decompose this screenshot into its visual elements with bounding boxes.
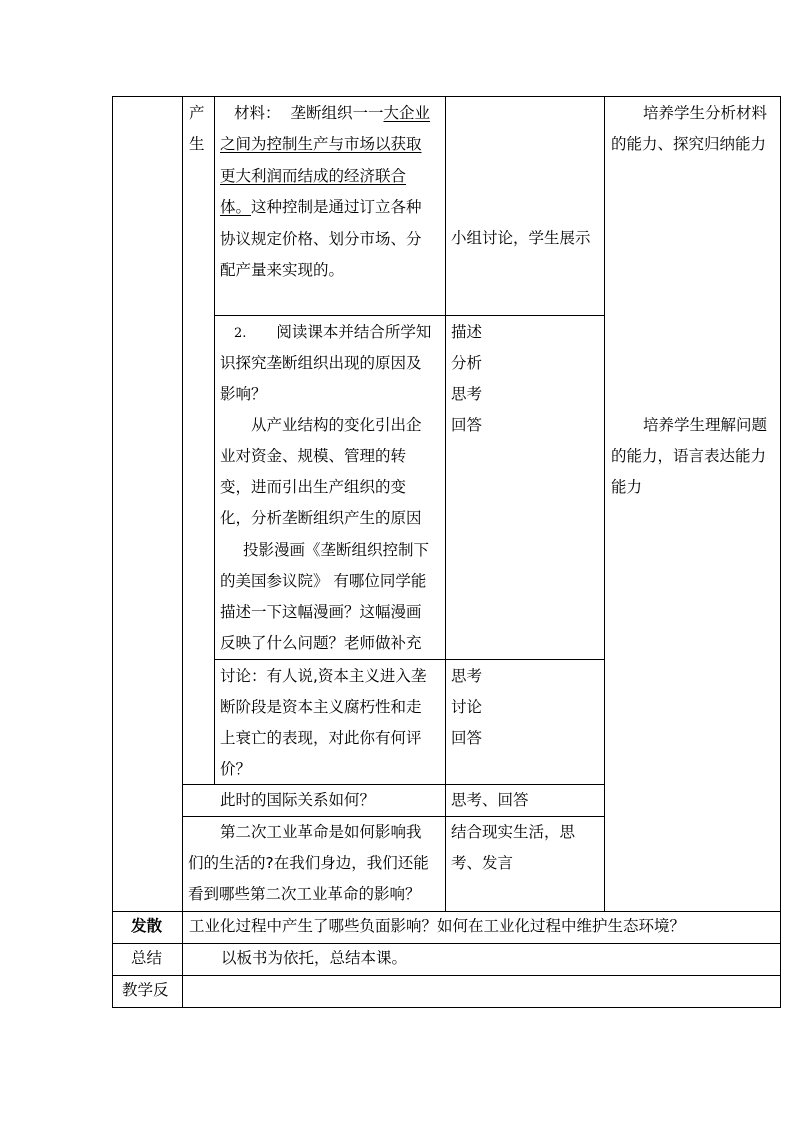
- causes-text-line: 影响？: [220, 385, 267, 403]
- student-activity: 回答: [451, 729, 483, 747]
- design-goal-line: 的能力、探究归纳能力: [611, 135, 767, 153]
- causes-text-line: 业对资金、规模、管理的转: [220, 447, 407, 465]
- material-definition-end: 体。: [220, 198, 252, 216]
- student-activity: 回答: [451, 416, 483, 434]
- column-divider: [214, 96, 215, 785]
- design-goal-line: 能力: [611, 478, 643, 496]
- causes-text-line: 从产业结构的变化引出企: [251, 416, 422, 434]
- row-divider: [112, 975, 781, 976]
- material-note: 这种控制是通过订立各种: [251, 198, 422, 216]
- revolution-text-line: 看到哪些第二次工业革命的影响？: [188, 885, 421, 903]
- row-divider: [214, 315, 605, 316]
- material-text-line: 配产量来实现的。: [220, 261, 345, 279]
- causes-text-line: 的美国参议院》 有哪位同学能: [220, 572, 427, 590]
- discussion-text-line: 价？: [220, 760, 252, 778]
- extension-text: 工业化过程中产生了哪些负面影响？如何在工业化过程中维护生态环境？: [189, 917, 686, 935]
- causes-text-line: 化，分析垄断组织产生的原因: [220, 509, 422, 527]
- revolution-text-line: 们的生活的?在我们身边，我们还能: [188, 854, 429, 872]
- student-activity: 考、发言: [451, 854, 514, 872]
- material-definition: 大企业: [383, 104, 431, 122]
- student-activity: 思考、回答: [451, 791, 529, 809]
- student-activity: 描述: [451, 323, 483, 341]
- material-definition-line: 之间为控制生产与市场以获取: [220, 135, 422, 153]
- stage-label-1: 产: [189, 104, 205, 122]
- student-activity: 小组讨论，学生展示: [451, 229, 591, 247]
- design-goal-line: 的能力，语言表达能力: [611, 447, 767, 465]
- causes-text: 阅读课本并结合所学知: [276, 323, 432, 341]
- material-term: 垄断组织一一: [290, 104, 384, 122]
- revolution-text-line: 第二次工业革命是如何影响我: [220, 823, 422, 841]
- column-divider: [182, 96, 183, 1008]
- causes-text-line: [234, 317, 431, 350]
- stage-label-2: 生: [189, 135, 205, 153]
- extension-label: 发散: [131, 917, 163, 935]
- column-divider: [604, 96, 605, 912]
- summary-text: 以板书为依托，总结本课。: [221, 949, 408, 967]
- item-number: 2.: [234, 326, 247, 341]
- student-activity: 结合现实生活，思: [451, 823, 576, 841]
- material-text-line: 协议规定价格、划分市场、分: [220, 230, 422, 248]
- student-activity: 讨论: [451, 698, 483, 716]
- discussion-text-line: 断阶段是资本主义腐朽性和走: [220, 698, 422, 716]
- causes-text-line: 投影漫画《垄断组织控制下: [243, 541, 430, 559]
- international-text: 此时的国际关系如何？: [220, 791, 376, 809]
- material-text-line: [234, 98, 430, 130]
- design-goal-line: 培养学生理解问题: [643, 416, 768, 434]
- material-definition-line: 更大利润而结成的经济联合: [220, 167, 407, 185]
- discussion-text-line: 上衰亡的表现，对此你有何评: [220, 729, 422, 747]
- student-activity: 思考: [451, 385, 483, 403]
- table-border-top: [112, 96, 781, 97]
- student-activity: 思考: [451, 667, 483, 685]
- causes-text-line: 描述一下这幅漫画？这幅漫画: [220, 603, 422, 621]
- table-border-left: [112, 96, 113, 1008]
- causes-text-line: 反映了什么问题？老师做补充: [220, 634, 422, 652]
- material-label: 材料：: [234, 104, 281, 122]
- student-activity: 分析: [451, 354, 483, 372]
- reflection-label: 教学反: [122, 981, 169, 999]
- summary-label: 总结: [131, 949, 163, 967]
- design-goal-line: 培养学生分析材料: [643, 104, 768, 122]
- row-divider: [112, 943, 781, 944]
- discussion-text-line: 讨论：有人说,资本主义进入垄: [220, 667, 427, 685]
- column-divider: [445, 96, 446, 912]
- causes-text-line: 变，进而引出生产组织的变: [220, 478, 407, 496]
- table-border-right: [780, 96, 781, 1008]
- causes-text-line: 识探究垄断组织出现的原因及: [220, 354, 422, 372]
- material-text-line: [220, 192, 422, 224]
- table-border-bottom: [112, 1007, 781, 1008]
